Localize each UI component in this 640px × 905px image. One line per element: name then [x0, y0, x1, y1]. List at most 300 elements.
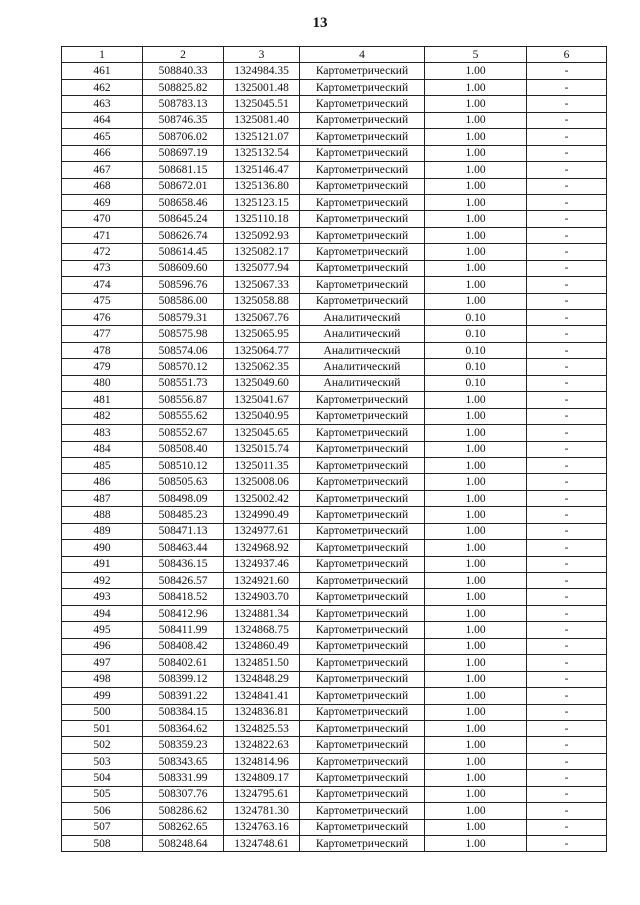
- y-coordinate-cell: 1325062.35: [224, 359, 300, 375]
- x-coordinate-cell: 508331.99: [143, 770, 224, 786]
- note-cell: -: [527, 573, 607, 589]
- method-cell: Аналитический: [300, 310, 425, 326]
- note-cell: -: [527, 310, 607, 326]
- y-coordinate-cell: 1325008.06: [224, 474, 300, 490]
- x-coordinate-cell: 508485.23: [143, 507, 224, 523]
- point-number-cell: 471: [62, 227, 143, 243]
- x-coordinate-cell: 508556.87: [143, 392, 224, 408]
- x-coordinate-cell: 508570.12: [143, 359, 224, 375]
- accuracy-cell: 1.00: [425, 227, 527, 243]
- method-cell: Картометрический: [300, 688, 425, 704]
- x-coordinate-cell: 508471.13: [143, 523, 224, 539]
- point-number-cell: 502: [62, 737, 143, 753]
- point-number-cell: 461: [62, 63, 143, 79]
- point-number-cell: 469: [62, 194, 143, 210]
- column-header-4: 4: [300, 47, 425, 63]
- x-coordinate-cell: 508402.61: [143, 655, 224, 671]
- table-row: [62, 441, 607, 457]
- point-number-cell: 485: [62, 457, 143, 473]
- table-row: [62, 457, 607, 473]
- method-cell: Картометрический: [300, 162, 425, 178]
- point-number-cell: 479: [62, 359, 143, 375]
- point-number-cell: 473: [62, 260, 143, 276]
- accuracy-cell: 1.00: [425, 408, 527, 424]
- table-row: [62, 408, 607, 424]
- table-row: [62, 145, 607, 161]
- accuracy-cell: 1.00: [425, 244, 527, 260]
- point-number-cell: 464: [62, 112, 143, 128]
- point-number-cell: 477: [62, 326, 143, 342]
- method-cell: Картометрический: [300, 720, 425, 736]
- x-coordinate-cell: 508359.23: [143, 737, 224, 753]
- note-cell: -: [527, 162, 607, 178]
- page-number: 13: [312, 15, 328, 31]
- note-cell: -: [527, 392, 607, 408]
- point-number-cell: 480: [62, 375, 143, 391]
- method-cell: Картометрический: [300, 129, 425, 145]
- note-cell: -: [527, 244, 607, 260]
- method-cell: Картометрический: [300, 145, 425, 161]
- note-cell: -: [527, 457, 607, 473]
- table-row: [62, 293, 607, 309]
- column-header-6: 6: [527, 47, 607, 63]
- x-coordinate-cell: 508552.67: [143, 425, 224, 441]
- accuracy-cell: 1.00: [425, 277, 527, 293]
- table-row: [62, 194, 607, 210]
- table-row: [62, 227, 607, 243]
- y-coordinate-cell: 1325123.15: [224, 194, 300, 210]
- method-cell: Картометрический: [300, 79, 425, 95]
- note-cell: -: [527, 605, 607, 621]
- accuracy-cell: 1.00: [425, 671, 527, 687]
- accuracy-cell: 1.00: [425, 260, 527, 276]
- y-coordinate-cell: 1324841.41: [224, 688, 300, 704]
- note-cell: -: [527, 227, 607, 243]
- accuracy-cell: 1.00: [425, 441, 527, 457]
- y-coordinate-cell: 1325132.54: [224, 145, 300, 161]
- accuracy-cell: 0.10: [425, 375, 527, 391]
- point-number-cell: 496: [62, 638, 143, 654]
- accuracy-cell: 1.00: [425, 688, 527, 704]
- x-coordinate-cell: 508645.24: [143, 211, 224, 227]
- y-coordinate-cell: 1324825.53: [224, 720, 300, 736]
- y-coordinate-cell: 1324822.63: [224, 737, 300, 753]
- point-number-cell: 481: [62, 392, 143, 408]
- table-row: [62, 836, 607, 852]
- point-number-cell: 500: [62, 704, 143, 720]
- point-number-cell: 498: [62, 671, 143, 687]
- accuracy-cell: 1.00: [425, 507, 527, 523]
- note-cell: -: [527, 589, 607, 605]
- method-cell: Картометрический: [300, 819, 425, 835]
- x-coordinate-cell: 508579.31: [143, 310, 224, 326]
- note-cell: -: [527, 786, 607, 802]
- y-coordinate-cell: 1325011.35: [224, 457, 300, 473]
- table-row: [62, 523, 607, 539]
- table-row: [62, 589, 607, 605]
- method-cell: Картометрический: [300, 622, 425, 638]
- y-coordinate-cell: 1324860.49: [224, 638, 300, 654]
- x-coordinate-cell: 508426.57: [143, 573, 224, 589]
- accuracy-cell: 1.00: [425, 737, 527, 753]
- y-coordinate-cell: 1324881.34: [224, 605, 300, 621]
- table-row: [62, 573, 607, 589]
- accuracy-cell: 1.00: [425, 589, 527, 605]
- x-coordinate-cell: 508614.45: [143, 244, 224, 260]
- y-coordinate-cell: 1325049.60: [224, 375, 300, 391]
- note-cell: -: [527, 277, 607, 293]
- accuracy-cell: 1.00: [425, 129, 527, 145]
- accuracy-cell: 1.00: [425, 819, 527, 835]
- y-coordinate-cell: 1324937.46: [224, 556, 300, 572]
- table-row: [62, 688, 607, 704]
- y-coordinate-cell: 1325065.95: [224, 326, 300, 342]
- y-coordinate-cell: 1324903.70: [224, 589, 300, 605]
- method-cell: Картометрический: [300, 540, 425, 556]
- accuracy-cell: 1.00: [425, 425, 527, 441]
- note-cell: -: [527, 145, 607, 161]
- point-number-cell: 482: [62, 408, 143, 424]
- x-coordinate-cell: 508706.02: [143, 129, 224, 145]
- column-header-5: 5: [425, 47, 527, 63]
- accuracy-cell: 1.00: [425, 96, 527, 112]
- note-cell: -: [527, 359, 607, 375]
- point-number-cell: 462: [62, 79, 143, 95]
- method-cell: Картометрический: [300, 523, 425, 539]
- note-cell: -: [527, 425, 607, 441]
- y-coordinate-cell: 1325067.33: [224, 277, 300, 293]
- x-coordinate-cell: 508412.96: [143, 605, 224, 621]
- x-coordinate-cell: 508418.52: [143, 589, 224, 605]
- point-number-cell: 488: [62, 507, 143, 523]
- table-row: [62, 720, 607, 736]
- y-coordinate-cell: 1324868.75: [224, 622, 300, 638]
- point-number-cell: 505: [62, 786, 143, 802]
- note-cell: -: [527, 96, 607, 112]
- table-row: [62, 260, 607, 276]
- point-number-cell: 465: [62, 129, 143, 145]
- accuracy-cell: 1.00: [425, 178, 527, 194]
- point-number-cell: 470: [62, 211, 143, 227]
- point-number-cell: 489: [62, 523, 143, 539]
- x-coordinate-cell: 508399.12: [143, 671, 224, 687]
- table-row: [62, 63, 607, 79]
- note-cell: -: [527, 408, 607, 424]
- table-row: [62, 129, 607, 145]
- y-coordinate-cell: 1325146.47: [224, 162, 300, 178]
- note-cell: -: [527, 112, 607, 128]
- x-coordinate-cell: 508505.63: [143, 474, 224, 490]
- accuracy-cell: 1.00: [425, 63, 527, 79]
- note-cell: -: [527, 375, 607, 391]
- point-number-cell: 493: [62, 589, 143, 605]
- point-number-cell: 494: [62, 605, 143, 621]
- method-cell: Картометрический: [300, 227, 425, 243]
- y-coordinate-cell: 1324763.16: [224, 819, 300, 835]
- method-cell: Картометрический: [300, 260, 425, 276]
- table-row: [62, 277, 607, 293]
- point-number-cell: 507: [62, 819, 143, 835]
- point-number-cell: 476: [62, 310, 143, 326]
- y-coordinate-cell: 1325121.07: [224, 129, 300, 145]
- point-number-cell: 467: [62, 162, 143, 178]
- method-cell: Картометрический: [300, 194, 425, 210]
- accuracy-cell: 1.00: [425, 293, 527, 309]
- y-coordinate-cell: 1324977.61: [224, 523, 300, 539]
- table-row: [62, 359, 607, 375]
- y-coordinate-cell: 1324921.60: [224, 573, 300, 589]
- accuracy-cell: 1.00: [425, 194, 527, 210]
- column-header-1: 1: [62, 47, 143, 63]
- x-coordinate-cell: 508586.00: [143, 293, 224, 309]
- accuracy-cell: 1.00: [425, 474, 527, 490]
- x-coordinate-cell: 508391.22: [143, 688, 224, 704]
- point-number-cell: 468: [62, 178, 143, 194]
- x-coordinate-cell: 508248.64: [143, 836, 224, 852]
- point-number-cell: 490: [62, 540, 143, 556]
- y-coordinate-cell: 1325067.76: [224, 310, 300, 326]
- column-header-3: 3: [224, 47, 300, 63]
- y-coordinate-cell: 1324984.35: [224, 63, 300, 79]
- accuracy-cell: 1.00: [425, 490, 527, 506]
- y-coordinate-cell: 1325015.74: [224, 441, 300, 457]
- accuracy-cell: 1.00: [425, 803, 527, 819]
- method-cell: Аналитический: [300, 375, 425, 391]
- y-coordinate-cell: 1325081.40: [224, 112, 300, 128]
- point-number-cell: 487: [62, 490, 143, 506]
- y-coordinate-cell: 1324809.17: [224, 770, 300, 786]
- x-coordinate-cell: 508384.15: [143, 704, 224, 720]
- point-number-cell: 491: [62, 556, 143, 572]
- method-cell: Картометрический: [300, 425, 425, 441]
- method-cell: Картометрический: [300, 770, 425, 786]
- note-cell: -: [527, 326, 607, 342]
- table-row: [62, 375, 607, 391]
- table-row: [62, 803, 607, 819]
- table-row: [62, 704, 607, 720]
- x-coordinate-cell: 508825.82: [143, 79, 224, 95]
- x-coordinate-cell: 508681.15: [143, 162, 224, 178]
- x-coordinate-cell: 508575.98: [143, 326, 224, 342]
- accuracy-cell: 1.00: [425, 162, 527, 178]
- table-row: [62, 326, 607, 342]
- accuracy-cell: 1.00: [425, 704, 527, 720]
- note-cell: -: [527, 540, 607, 556]
- x-coordinate-cell: 508840.33: [143, 63, 224, 79]
- table-row: [62, 79, 607, 95]
- y-coordinate-cell: 1325077.94: [224, 260, 300, 276]
- y-coordinate-cell: 1324781.30: [224, 803, 300, 819]
- method-cell: Картометрический: [300, 244, 425, 260]
- x-coordinate-cell: 508510.12: [143, 457, 224, 473]
- note-cell: -: [527, 63, 607, 79]
- note-cell: -: [527, 342, 607, 358]
- table-row: [62, 605, 607, 621]
- x-coordinate-cell: 508555.62: [143, 408, 224, 424]
- y-coordinate-cell: 1325092.93: [224, 227, 300, 243]
- method-cell: Картометрический: [300, 803, 425, 819]
- table-row: [62, 425, 607, 441]
- accuracy-cell: 1.00: [425, 720, 527, 736]
- note-cell: -: [527, 490, 607, 506]
- point-number-cell: 508: [62, 836, 143, 852]
- accuracy-cell: 1.00: [425, 540, 527, 556]
- accuracy-cell: 0.10: [425, 310, 527, 326]
- note-cell: -: [527, 803, 607, 819]
- table-row: [62, 737, 607, 753]
- y-coordinate-cell: 1324814.96: [224, 753, 300, 769]
- point-number-cell: 472: [62, 244, 143, 260]
- note-cell: -: [527, 211, 607, 227]
- x-coordinate-cell: 508436.15: [143, 556, 224, 572]
- method-cell: Картометрический: [300, 556, 425, 572]
- method-cell: Картометрический: [300, 704, 425, 720]
- table-body: [62, 63, 607, 852]
- accuracy-cell: 1.00: [425, 573, 527, 589]
- y-coordinate-cell: 1325110.18: [224, 211, 300, 227]
- accuracy-cell: 0.10: [425, 326, 527, 342]
- y-coordinate-cell: 1325001.48: [224, 79, 300, 95]
- table-row: [62, 655, 607, 671]
- note-cell: -: [527, 178, 607, 194]
- method-cell: Картометрический: [300, 293, 425, 309]
- method-cell: Картометрический: [300, 211, 425, 227]
- x-coordinate-cell: 508343.65: [143, 753, 224, 769]
- x-coordinate-cell: 508609.60: [143, 260, 224, 276]
- x-coordinate-cell: 508508.40: [143, 441, 224, 457]
- accuracy-cell: 1.00: [425, 605, 527, 621]
- method-cell: Картометрический: [300, 737, 425, 753]
- method-cell: Картометрический: [300, 112, 425, 128]
- point-number-cell: 504: [62, 770, 143, 786]
- method-cell: Картометрический: [300, 408, 425, 424]
- accuracy-cell: 1.00: [425, 523, 527, 539]
- method-cell: Картометрический: [300, 441, 425, 457]
- y-coordinate-cell: 1324795.61: [224, 786, 300, 802]
- note-cell: -: [527, 79, 607, 95]
- accuracy-cell: 1.00: [425, 638, 527, 654]
- table-row: [62, 770, 607, 786]
- note-cell: -: [527, 770, 607, 786]
- method-cell: Картометрический: [300, 589, 425, 605]
- method-cell: Картометрический: [300, 96, 425, 112]
- table-row: [62, 162, 607, 178]
- note-cell: -: [527, 720, 607, 736]
- point-number-cell: 501: [62, 720, 143, 736]
- method-cell: Картометрический: [300, 63, 425, 79]
- table-row: [62, 638, 607, 654]
- note-cell: -: [527, 737, 607, 753]
- table-row: [62, 490, 607, 506]
- note-cell: -: [527, 638, 607, 654]
- table-row: [62, 819, 607, 835]
- method-cell: Картометрический: [300, 671, 425, 687]
- y-coordinate-cell: 1324848.29: [224, 671, 300, 687]
- accuracy-cell: 1.00: [425, 145, 527, 161]
- point-number-cell: 483: [62, 425, 143, 441]
- point-number-cell: 478: [62, 342, 143, 358]
- method-cell: Картометрический: [300, 178, 425, 194]
- accuracy-cell: 1.00: [425, 770, 527, 786]
- note-cell: -: [527, 671, 607, 687]
- column-header-2: 2: [143, 47, 224, 63]
- accuracy-cell: 0.10: [425, 342, 527, 358]
- accuracy-cell: 1.00: [425, 392, 527, 408]
- table-row: [62, 540, 607, 556]
- accuracy-cell: 1.00: [425, 786, 527, 802]
- x-coordinate-cell: 508408.42: [143, 638, 224, 654]
- point-number-cell: 475: [62, 293, 143, 309]
- y-coordinate-cell: 1324851.50: [224, 655, 300, 671]
- point-number-cell: 495: [62, 622, 143, 638]
- method-cell: Картометрический: [300, 507, 425, 523]
- note-cell: -: [527, 194, 607, 210]
- note-cell: -: [527, 523, 607, 539]
- method-cell: Картометрический: [300, 605, 425, 621]
- x-coordinate-cell: 508262.65: [143, 819, 224, 835]
- table-row: [62, 507, 607, 523]
- accuracy-cell: 1.00: [425, 622, 527, 638]
- note-cell: -: [527, 293, 607, 309]
- method-cell: Картометрический: [300, 457, 425, 473]
- method-cell: Картометрический: [300, 277, 425, 293]
- method-cell: Картометрический: [300, 392, 425, 408]
- accuracy-cell: 1.00: [425, 457, 527, 473]
- method-cell: Картометрический: [300, 490, 425, 506]
- method-cell: Картометрический: [300, 638, 425, 654]
- accuracy-cell: 0.10: [425, 359, 527, 375]
- method-cell: Картометрический: [300, 573, 425, 589]
- note-cell: -: [527, 655, 607, 671]
- note-cell: -: [527, 753, 607, 769]
- accuracy-cell: 1.00: [425, 79, 527, 95]
- point-number-cell: 463: [62, 96, 143, 112]
- point-number-cell: 499: [62, 688, 143, 704]
- note-cell: -: [527, 836, 607, 852]
- y-coordinate-cell: 1325041.67: [224, 392, 300, 408]
- method-cell: Аналитический: [300, 326, 425, 342]
- note-cell: -: [527, 507, 607, 523]
- y-coordinate-cell: 1325058.88: [224, 293, 300, 309]
- x-coordinate-cell: 508783.13: [143, 96, 224, 112]
- note-cell: -: [527, 260, 607, 276]
- x-coordinate-cell: 508658.46: [143, 194, 224, 210]
- x-coordinate-cell: 508596.76: [143, 277, 224, 293]
- accuracy-cell: 1.00: [425, 556, 527, 572]
- y-coordinate-cell: 1325082.17: [224, 244, 300, 260]
- table-row: [62, 671, 607, 687]
- accuracy-cell: 1.00: [425, 112, 527, 128]
- note-cell: -: [527, 819, 607, 835]
- coordinates-table: [61, 46, 607, 852]
- table-row: [62, 244, 607, 260]
- y-coordinate-cell: 1325136.80: [224, 178, 300, 194]
- table-row: [62, 211, 607, 227]
- x-coordinate-cell: 508411.99: [143, 622, 224, 638]
- x-coordinate-cell: 508364.62: [143, 720, 224, 736]
- y-coordinate-cell: 1324836.81: [224, 704, 300, 720]
- table-row: [62, 112, 607, 128]
- table-row: [62, 342, 607, 358]
- point-number-cell: 492: [62, 573, 143, 589]
- point-number-cell: 474: [62, 277, 143, 293]
- x-coordinate-cell: 508746.35: [143, 112, 224, 128]
- note-cell: -: [527, 556, 607, 572]
- x-coordinate-cell: 508286.62: [143, 803, 224, 819]
- table-header-row: [62, 47, 607, 63]
- note-cell: -: [527, 129, 607, 145]
- note-cell: -: [527, 474, 607, 490]
